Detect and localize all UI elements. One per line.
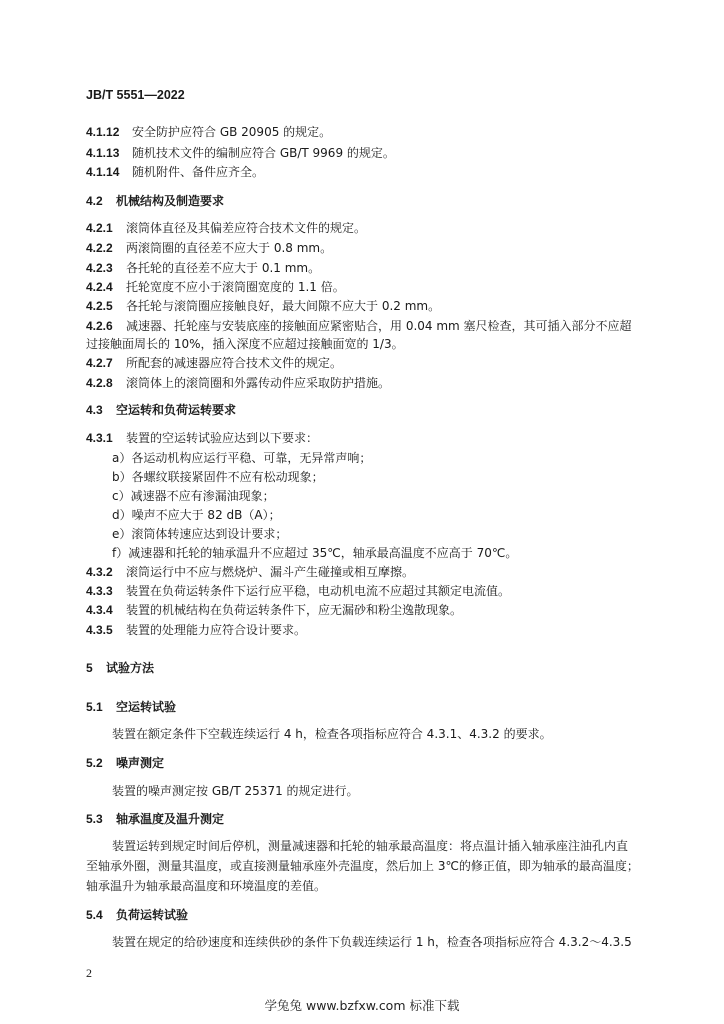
section-title: 空运转和负荷运转要求 <box>116 403 237 417</box>
clause-4-1-13 <box>86 145 395 161</box>
clause-text: 两滚筒圈的直径差不应大于 0.8 mm。 <box>126 241 333 255</box>
clause-4-2-4 <box>86 279 345 295</box>
clause-4-2-5 <box>86 298 440 314</box>
chapter-number: 5 <box>86 661 93 675</box>
clause-text: 滚筒运行中不应与燃烧炉、漏斗产生碰撞或相互摩擦。 <box>126 565 415 579</box>
section-title: 负荷运转试验 <box>116 908 189 922</box>
clause-text: 安全防护应符合 GB 20905 的规定。 <box>132 125 332 139</box>
section-heading-5-1 <box>86 699 176 715</box>
clause-number: 4.3.2 <box>86 565 113 579</box>
list-item-text: c）减速器不应有渗漏油现象； <box>112 489 275 503</box>
section-number: 4.2 <box>86 194 103 208</box>
clause-4-2-1 <box>86 220 366 236</box>
chapter-heading-5 <box>86 660 154 676</box>
clause-number: 4.2.3 <box>86 261 113 275</box>
clause-text: 随机附件、备件应齐全。 <box>132 165 265 179</box>
paragraph-text: 装置的噪声测定按 GB/T 25371 的规定进行。 <box>112 784 359 798</box>
section-number: 5.2 <box>86 756 103 770</box>
section-number: 5.1 <box>86 700 103 714</box>
section-number: 4.3 <box>86 403 103 417</box>
clause-number: 4.3.3 <box>86 584 113 598</box>
section-number: 5.4 <box>86 908 103 922</box>
clause-number: 4.2.7 <box>86 356 113 370</box>
clause-text: 各托轮与滚筒圈应接触良好，最大间隙不应大于 0.2 mm。 <box>126 299 441 313</box>
clause-text: 装置的空运转试验应达到以下要求： <box>126 431 319 445</box>
clause-number: 4.2.1 <box>86 221 113 235</box>
list-item-e <box>112 526 287 542</box>
clause-text: 装置在负荷运转条件下运行应平稳，电动机电流不应超过其额定电流值。 <box>126 584 511 598</box>
section-heading-4-2 <box>86 193 224 209</box>
section-title: 机械结构及制造要求 <box>116 194 225 208</box>
clause-text: 滚筒体上的滚筒圈和外露传动件应采取防护措施。 <box>126 376 391 390</box>
paragraph-5-3-line-3 <box>86 878 326 894</box>
list-item-text: e）滚筒体转速应达到设计要求； <box>112 527 288 541</box>
clause-4-3-4 <box>86 602 462 618</box>
paragraph-5-3-line-2 <box>86 858 639 874</box>
footer-watermark: 学兔兔 www.bzfxw.com 标准下载 <box>264 998 460 1013</box>
clause-text: 所配套的减速器应符合技术文件的规定。 <box>126 356 343 370</box>
clause-text: 过接触面周长的 10%，插入深度不应超过接触面宽的 1/3。 <box>86 337 404 351</box>
clause-text: 滚筒体直径及其偏差应符合技术文件的规定。 <box>126 221 367 235</box>
paragraph-text: 轴承温升为轴承最高温度和环境温度的差值。 <box>86 879 327 893</box>
list-item-text: d）噪声不应大于 82 dB（A）； <box>112 508 281 522</box>
clause-number: 4.3.1 <box>86 431 113 445</box>
section-heading-4-3 <box>86 402 236 418</box>
clause-number: 4.2.8 <box>86 376 113 390</box>
paragraph-5-2 <box>112 783 359 799</box>
clause-number: 4.1.14 <box>86 165 120 179</box>
clause-number: 4.3.4 <box>86 603 113 617</box>
chapter-title: 试验方法 <box>106 661 155 675</box>
paragraph-text: 至轴承外圈，测量其温度，或直接测量轴承座外壳温度，然后加上 3℃的修正值，即为轴承的最高温度； <box>86 859 639 873</box>
clause-number: 4.2.2 <box>86 241 113 255</box>
clause-text: 随机技术文件的编制应符合 GB/T 9969 的规定。 <box>132 146 395 160</box>
section-title: 噪声测定 <box>116 756 165 770</box>
clause-4-2-6-continuation <box>86 336 404 352</box>
paragraph-text: 装置在规定的给砂速度和连续供砂的条件下负载连续运行 1 h，检查各项指标应符合 4.3.2～4.3.5 <box>112 935 632 949</box>
clause-number: 4.3.5 <box>86 623 113 637</box>
standard-code: JB/T 5551—2022 <box>86 88 185 102</box>
list-item-a <box>112 450 371 466</box>
list-item-d <box>112 507 281 523</box>
section-title: 轴承温度及温升测定 <box>116 812 225 826</box>
section-number: 5.3 <box>86 812 103 826</box>
clause-4-3-3 <box>86 583 510 599</box>
section-title: 空运转试验 <box>116 700 177 714</box>
clause-4-3-5 <box>86 622 306 638</box>
section-heading-5-3 <box>86 811 224 827</box>
clause-4-1-12 <box>86 124 331 140</box>
clause-number: 4.2.5 <box>86 299 113 313</box>
clause-number: 4.1.13 <box>86 146 120 160</box>
paragraph-5-1 <box>112 726 552 742</box>
clause-text: 各托轮的直径差不应大于 0.1 mm。 <box>126 261 321 275</box>
paragraph-text: 装置运转到规定时间后停机，测量减速器和托轮的轴承最高温度：将点温计插入轴承座注油孔内直 <box>112 839 629 853</box>
paragraph-5-4 <box>112 934 632 950</box>
clause-4-2-7 <box>86 355 342 371</box>
list-item-b <box>112 469 324 485</box>
list-item-c <box>112 488 275 504</box>
clause-4-3-2 <box>86 564 414 580</box>
page-number: 2 <box>86 966 92 980</box>
clause-4-2-6 <box>86 318 632 334</box>
clause-4-2-2 <box>86 240 332 256</box>
clause-4-1-14 <box>86 164 264 180</box>
section-heading-5-2 <box>86 755 164 771</box>
clause-text: 装置的处理能力应符合设计要求。 <box>126 623 307 637</box>
list-item-text: f）减速器和托轮的轴承温升不应超过 35℃，轴承最高温度不应高于 70℃。 <box>112 546 518 560</box>
clause-4-2-8 <box>86 375 390 391</box>
clause-text: 装置的机械结构在负荷运转条件下，应无漏砂和粉尘逸散现象。 <box>126 603 463 617</box>
list-item-text: b）各螺纹联接紧固件不应有松动现象； <box>112 470 324 484</box>
clause-number: 4.1.12 <box>86 125 120 139</box>
list-item-text: a）各运动机构应运行平稳、可靠，无异常声响； <box>112 451 372 465</box>
paragraph-text: 装置在额定条件下空载连续运行 4 h，检查各项指标应符合 4.3.1、4.3.2 的要求。 <box>112 727 552 741</box>
section-heading-5-4 <box>86 907 188 923</box>
clause-number: 4.2.6 <box>86 319 113 333</box>
clause-4-3-1 <box>86 430 318 446</box>
clause-4-2-3 <box>86 260 320 276</box>
clause-text: 减速器、托轮座与安装底座的接触面应紧密贴合，用 0.04 mm 塞尺检查，其可插入部分不应超 <box>126 319 632 333</box>
clause-number: 4.2.4 <box>86 280 113 294</box>
list-item-f <box>112 545 517 561</box>
paragraph-5-3-line-1 <box>112 838 628 854</box>
clause-text: 托轮宽度不应小于滚筒圈宽度的 1.1 倍。 <box>126 280 345 294</box>
